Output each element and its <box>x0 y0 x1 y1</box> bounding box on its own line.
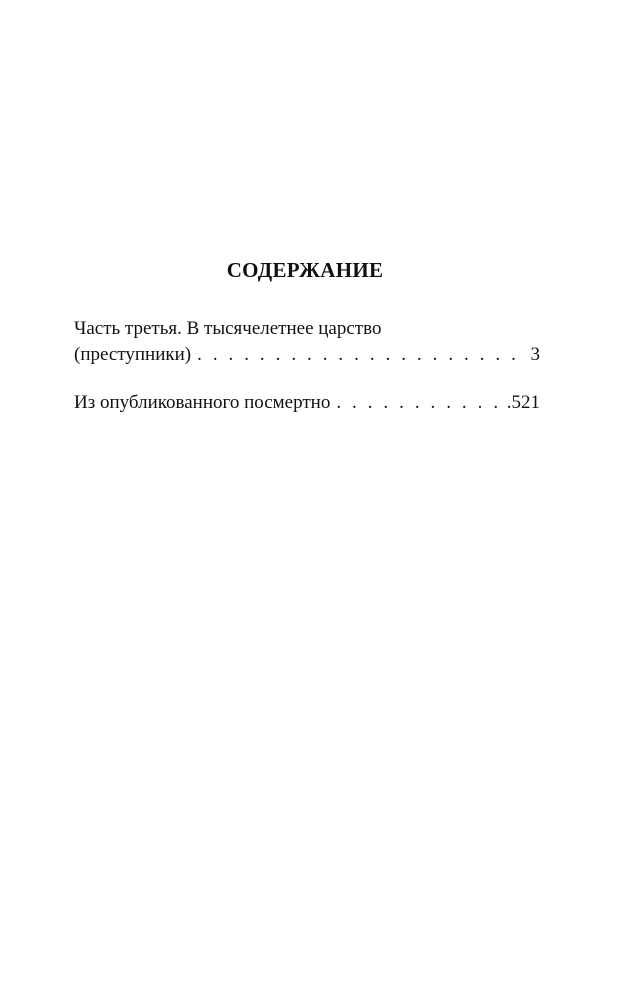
toc-entry <box>74 390 540 416</box>
toc-heading: СОДЕРЖАНИЕ <box>226 258 384 282</box>
dot-leader <box>336 390 500 416</box>
toc-entry-title-line: Часть третья. В тысячелетнее царство <box>74 318 382 339</box>
toc-entry-leader-line <box>74 390 540 416</box>
toc-entry <box>74 316 540 368</box>
toc-page-number: .521 <box>506 392 540 413</box>
toc-entry-title-continuation: (преступники) <box>74 344 192 365</box>
toc-entry-title: Из опубликованного посмертно <box>74 392 331 413</box>
table-of-contents <box>74 316 540 416</box>
dot-leader <box>197 342 524 368</box>
toc-entry-leader-line <box>74 342 540 368</box>
toc-page-number: 3 <box>530 344 540 365</box>
